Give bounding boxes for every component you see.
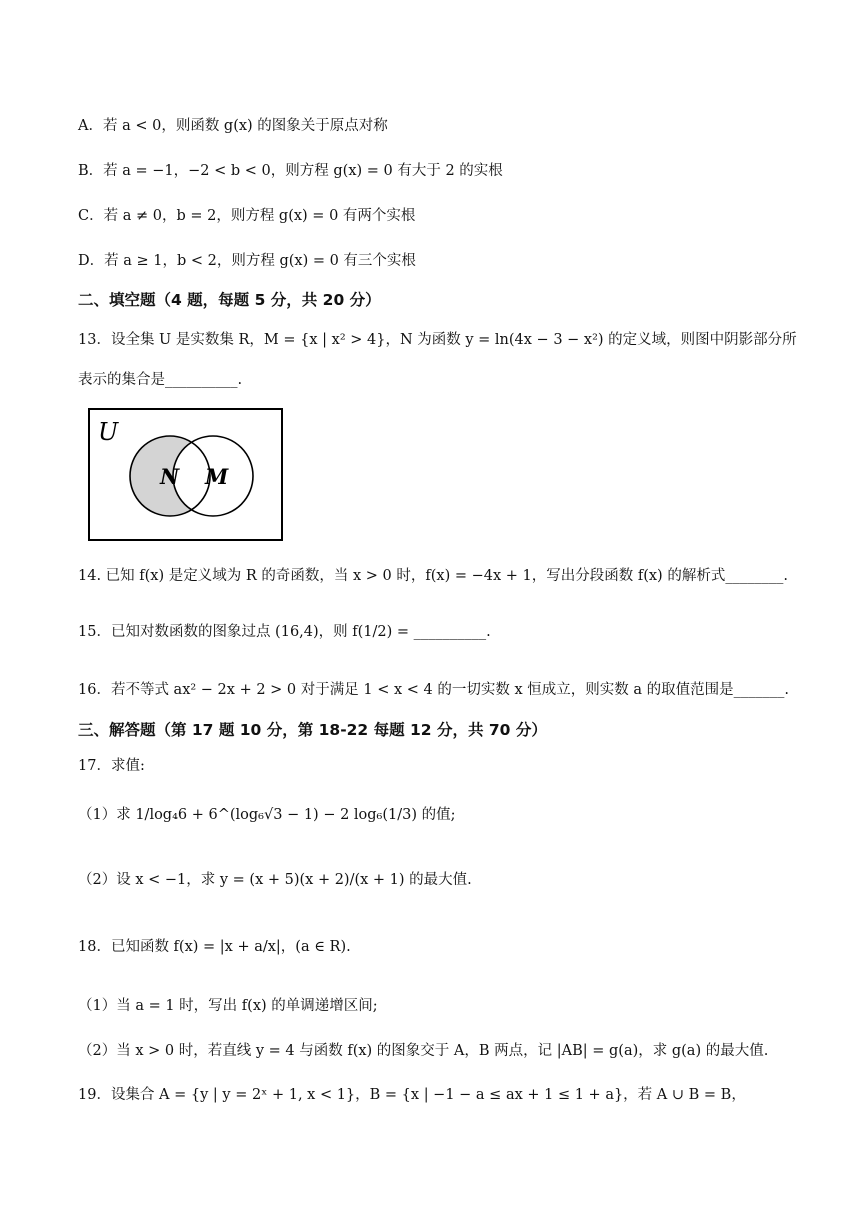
question-18-title: 18．已知函数 f(x) = |x + a/x|，(a ∈ R). xyxy=(78,939,351,955)
option-b: B．若 a = −1，−2 < b < 0，则方程 g(x) = 0 有大于 2 的实根 xyxy=(78,163,503,179)
question-18-part-2: （2）当 x > 0 时，若直线 y = 4 与函数 f(x) 的图象交于 A，B 两点，记 |AB| = g(a)，求 g(a) 的最大值. xyxy=(78,1043,769,1059)
question-13-line-1: 13．设全集 U 是实数集 R，M = {x | x² > 4}，N 为函数 y = ln(4x − 3 − x²) 的定义域，则图中阴影部分所 xyxy=(78,332,797,348)
venn-diagram xyxy=(88,408,283,541)
option-d: D．若 a ≥ 1，b < 2，则方程 g(x) = 0 有三个实根 xyxy=(78,253,416,269)
set-n-label: N xyxy=(160,464,180,489)
question-19: 19．设集合 A = {y | y = 2ˣ + 1, x < 1}，B = {x | −1 − a ≤ ax + 1 ≤ 1 + a}，若 A ∪ B = B， xyxy=(78,1087,746,1103)
section-heading-answer: 三、解答题（第 17 题 10 分，第 18-22 每题 12 分，共 70 分） xyxy=(78,721,547,739)
question-17-part-2: （2）设 x < −1，求 y = (x + 5)(x + 2)/(x + 1) 的最大值. xyxy=(78,872,472,888)
question-14: 14. 已知 f(x) 是定义域为 R 的奇函数，当 x > 0 时，f(x) = −4x + 1，写出分段函数 f(x) 的解析式________. xyxy=(78,568,788,584)
option-a: A．若 a < 0，则函数 g(x) 的图象关于原点对称 xyxy=(78,118,388,134)
question-17-title: 17．求值: xyxy=(78,758,145,774)
venn-svg xyxy=(90,410,281,539)
section-heading-fill-in: 二、填空题（4 题，每题 5 分，共 20 分） xyxy=(78,291,381,309)
option-c: C．若 a ≠ 0，b = 2，则方程 g(x) = 0 有两个实根 xyxy=(78,208,416,224)
universal-set-label: U xyxy=(98,418,119,446)
question-16: 16．若不等式 ax² − 2x + 2 > 0 对于满足 1 < x < 4 的一切实数 x 恒成立，则实数 a 的取值范围是_______. xyxy=(78,682,789,698)
question-13-line-2: 表示的集合是__________. xyxy=(78,372,243,388)
question-15: 15．已知对数函数的图象过点 (16,4)，则 f(1/2) = __________. xyxy=(78,624,491,640)
set-m-label: M xyxy=(205,464,229,489)
question-17-part-1: （1）求 1/log₄6 + 6^(log₆√3 − 1) − 2 log₆(1/3) 的值; xyxy=(78,807,456,823)
question-18-part-1: （1）当 a = 1 时，写出 f(x) 的单调递增区间; xyxy=(78,998,378,1014)
